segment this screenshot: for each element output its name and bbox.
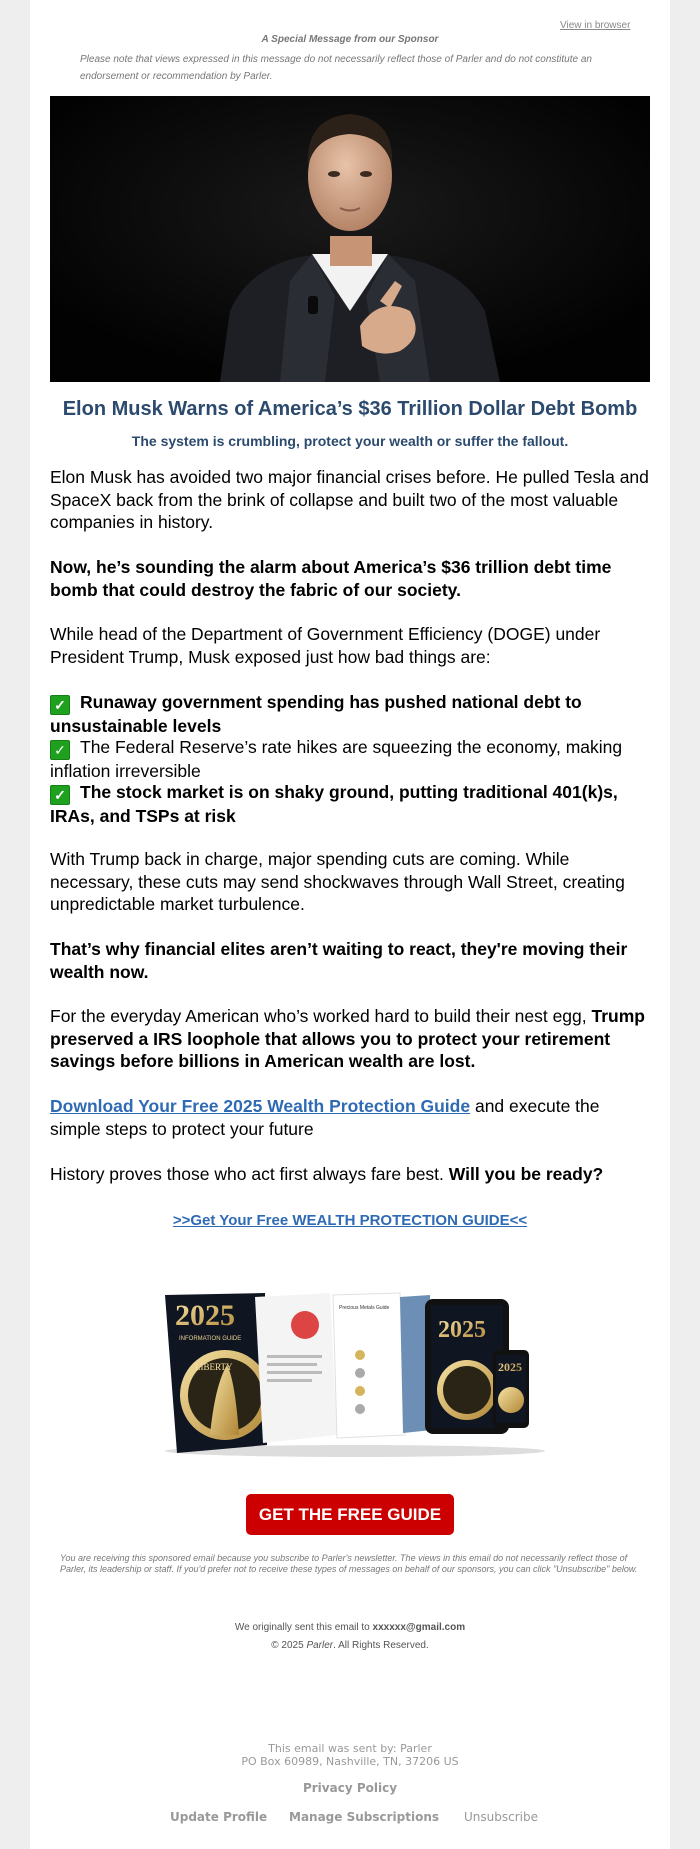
- unsubscribe-link[interactable]: Unsubscribe: [464, 1810, 538, 1824]
- manage-subscriptions-link[interactable]: Manage Subscriptions: [289, 1810, 440, 1824]
- bullet-item: ✓ The Federal Reserve’s rate hikes are squeezing the economy, making inflation irreversible: [50, 737, 623, 781]
- download-guide-link[interactable]: Download Your Free 2025 Wealth Protection Guide: [50, 1096, 471, 1116]
- sponsor-title: A Special Message from our Sponsor: [261, 34, 439, 45]
- loophole-paragraph: For the everyday American who’s worked hard to build their nest egg, Trump preserved a IRS loophole that allows you to protect your retirement savings before billions in American wealth are lost.: [50, 1006, 645, 1071]
- intro-paragraph: Elon Musk has avoided two major financial crises before. He pulled Tesla and SpaceX back from the brink of collapse and built two of the most valuable companies in history.: [50, 467, 649, 532]
- guide-page-title: Precious Metals Guide: [339, 1305, 390, 1311]
- alarm-paragraph: Now, he’s sounding the alarm about America’s $36 trillion debt time bomb that could destroy the fabric of our society.: [50, 557, 612, 600]
- checkmark-icon: ✓: [50, 785, 70, 805]
- checkmark-icon: ✓: [50, 740, 70, 760]
- guide-year: 2025: [175, 1299, 235, 1332]
- portrait-illustration: [50, 96, 650, 382]
- sender-address: PO Box 60989, Nashville, TN, 37206 US: [241, 1755, 459, 1768]
- email-card: [30, 0, 670, 1849]
- doge-paragraph: While head of the Department of Government Efficiency (DOGE) under President Trump, Musk exposed just how bad things are:: [50, 624, 601, 667]
- bullet-item: ✓ Runaway government spending has pushed national debt to unsustainable levels: [50, 692, 582, 736]
- recipient-email: xxxxxx@gmail.com: [372, 1622, 466, 1633]
- guide-mockup: [155, 1285, 555, 1460]
- phone-year: 2025: [498, 1360, 522, 1374]
- footer-sender-info: [30, 1742, 670, 1768]
- sponsor-disclaimer: Please note that views expressed in this message do not necessarily reflect those of Parler and do not constitute an endorsement or recommendation by Parler.: [80, 54, 592, 82]
- sponsored-email-notice: You are receiving this sponsored email because you subscribe to Parler's newsletter. The views in this email do not necessarily reflect those of Parler, its leadership or staff. If you'd prefer not to receive these types of messages on behalf of our sponsors, you can click "Unsubscribe" below.: [60, 1553, 638, 1574]
- subheadline: The system is crumbling, protect your wealth or suffer the fallout.: [131, 433, 569, 449]
- get-guide-link[interactable]: >>Get Your Free WEALTH PROTECTION GUIDE<<: [172, 1212, 528, 1229]
- view-in-browser-link[interactable]: View in browser: [560, 20, 631, 31]
- guide-image[interactable]: [155, 1285, 555, 1460]
- hero-image: [50, 96, 650, 382]
- sent-to-line: We originally sent this email to xxxxxx@gmail.com: [234, 1622, 466, 1633]
- get-free-guide-button[interactable]: GET THE FREE GUIDE: [246, 1494, 454, 1535]
- history-paragraph: History proves those who act first always fare best. Will you be ready?: [50, 1164, 604, 1184]
- checkmark-icon: ✓: [50, 695, 70, 715]
- guide-liberty-text: LIBERTY: [195, 1362, 233, 1372]
- bullet-item: ✓ The stock market is on shaky ground, putting traditional 401(k)s, IRAs, and TSPs at risk: [50, 782, 618, 826]
- elites-paragraph: That’s why financial elites aren’t waiting to react, they're moving their wealth now.: [50, 939, 628, 982]
- copyright: © 2025 Parler. All Rights Reserved.: [271, 1640, 429, 1651]
- privacy-policy-link[interactable]: Privacy Policy: [302, 1781, 398, 1795]
- download-paragraph: Download Your Free 2025 Wealth Protection Guide and execute the simple steps to protect your future: [50, 1096, 600, 1139]
- update-profile-link[interactable]: Update Profile: [170, 1810, 268, 1824]
- headline: Elon Musk Warns of America’s $36 Trillion Dollar Debt Bomb: [62, 398, 638, 420]
- guide-subtitle: INFORMATION GUIDE: [179, 1336, 242, 1342]
- trump-paragraph: With Trump back in charge, major spending cuts are coming. While necessary, these cuts may send shockwaves through Wall Street, creating unpredictable market turbulence.: [50, 849, 625, 914]
- tablet-year: 2025: [438, 1317, 486, 1343]
- sent-by-line: This email was sent by: Parler: [268, 1742, 432, 1755]
